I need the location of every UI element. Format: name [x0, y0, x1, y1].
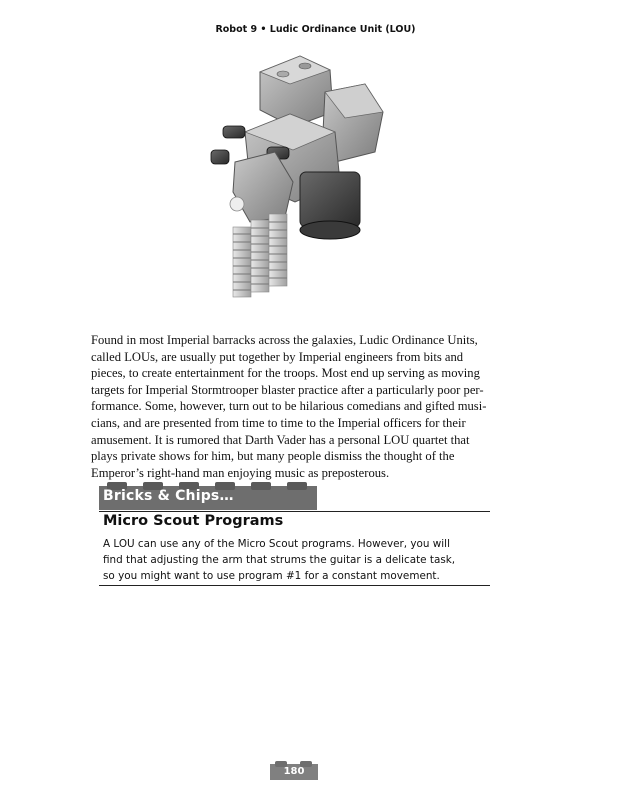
- sidebar-banner-title: Bricks & Chips…: [103, 488, 234, 504]
- body-line: cians, and are presented from time to time to the Imperial officers for their: [91, 415, 466, 430]
- sidebar-line: so you might want to use program #1 for a constant movement.: [103, 570, 440, 582]
- body-line: plays private shows for him, but many people dismiss the thought of the: [91, 449, 455, 464]
- sidebar-line: find that adjusting the arm that strums the guitar is a delicate task,: [103, 554, 456, 566]
- robot-illustration: [205, 52, 405, 307]
- sidebar-rule-top: [99, 511, 490, 512]
- body-line: Found in most Imperial barracks across the galaxies, Ludic Ordinance Units,: [91, 333, 478, 347]
- sidebar-text: [103, 536, 493, 584]
- running-header: Robot 9 • Ludic Ordinance Unit (LOU): [215, 24, 416, 35]
- robot-springs: [233, 214, 287, 297]
- body-paragraph: [91, 332, 495, 481]
- sidebar-line: A LOU can use any of the Micro Scout programs. However, you will: [103, 538, 450, 550]
- sidebar-rule-bottom: [99, 585, 490, 586]
- body-line: formance. Some, however, turn out to be hilarious comedians and gifted musi-: [91, 399, 487, 414]
- body-line: pieces, to create entertainment for the troops. Most end up serving as moving: [91, 366, 480, 381]
- page-number: 180: [283, 766, 305, 777]
- body-line: Emperor’s right-hand man enjoying music as preposterous.: [91, 465, 390, 480]
- body-line: amusement. It is rumored that Darth Vader has a personal LOU quartet that: [91, 432, 470, 447]
- body-line: targets for Imperial Stormtrooper blaster practice after a particularly poor per-: [91, 382, 484, 397]
- body-line: called LOUs, are usually put together by Imperial engineers from bits and: [91, 349, 464, 364]
- sidebar-heading: Micro Scout Programs: [103, 513, 284, 529]
